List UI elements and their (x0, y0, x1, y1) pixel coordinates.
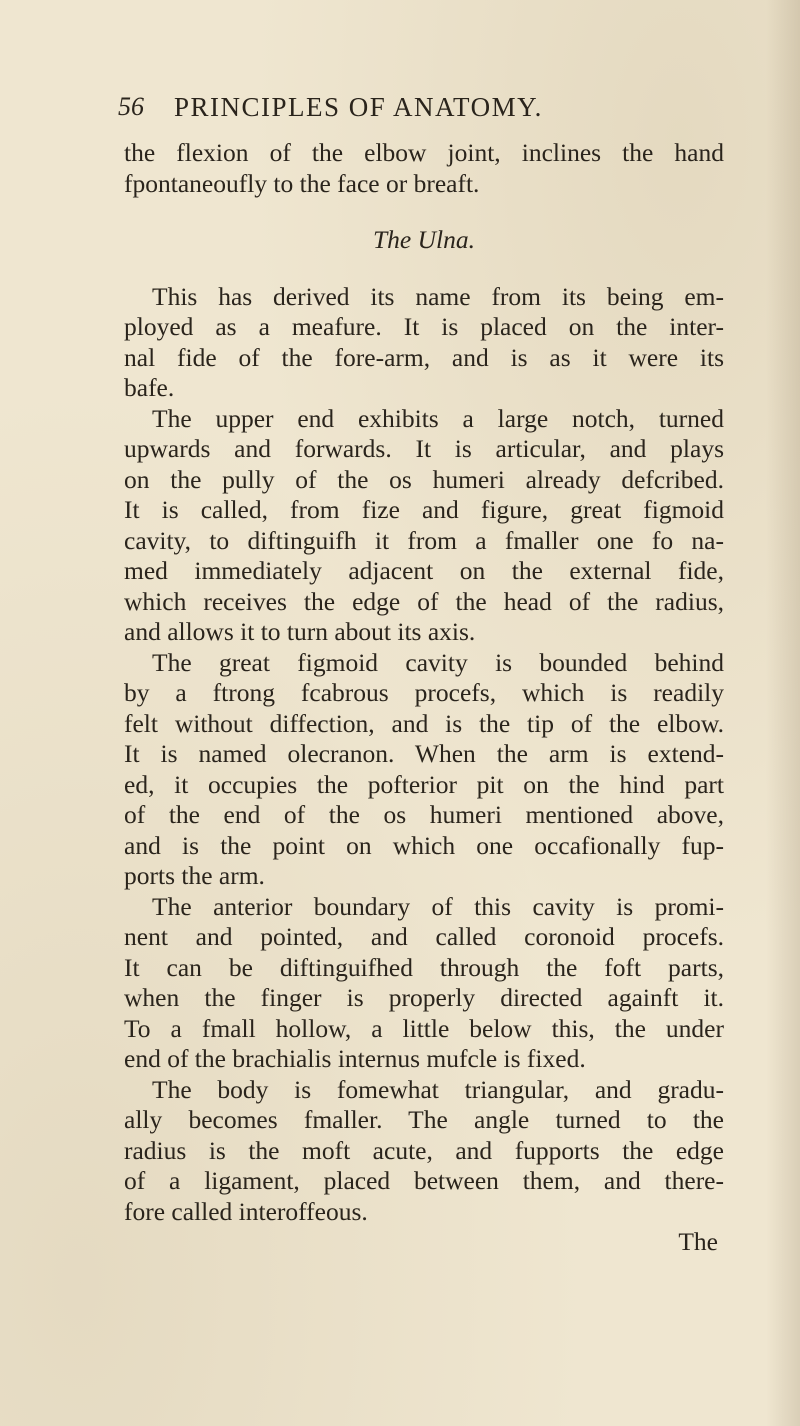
text-line: The great figmoid cavity is bounded behind (152, 647, 724, 677)
text-line: The upper end exhibits a large notch, turned (152, 403, 724, 433)
page-edge-shadow (766, 0, 800, 1426)
page-header (118, 92, 718, 132)
text-line: nal fide of the fore-arm, and is as it were its (124, 342, 724, 372)
text-line: on the pully of the os humeri already defcribed. (124, 464, 724, 494)
text-line: This has derived its name from its being em- (152, 281, 724, 311)
text-line: ed, it occupies the pofterior pit on the hind part (124, 769, 724, 799)
section-title: The Ulna. (373, 225, 475, 254)
text-line: of a ligament, placed between them, and there- (124, 1166, 724, 1195)
body-text (124, 138, 724, 1258)
text-line: It is called, from fize and figure, great figmoid (124, 495, 724, 524)
text-line: ports the arm. (124, 861, 265, 890)
text-line: radius is the moft acute, and fupports the edge (124, 1135, 724, 1165)
text-line: of the end of the os humeri mentioned above, (124, 800, 724, 829)
text-line: and is the point on which one occafionally fup- (124, 830, 724, 860)
text-line: when the finger is properly directed againft it. (124, 983, 724, 1012)
text-line: ployed as a meafure. It is placed on the inter- (124, 312, 724, 341)
text-line: felt without diffection, and is the tip of the elbow. (124, 708, 724, 738)
text-line: fpontaneoufly to the face or breaft. (124, 168, 480, 198)
text-line: med immediately adjacent on the external fide, (124, 556, 724, 585)
text-line: upwards and forwards. It is articular, and plays (124, 434, 724, 463)
text-line: To a fmall hollow, a little below this, the under (124, 1013, 724, 1043)
text-line: cavity, to diftinguifh it from a fmaller one fo na- (124, 525, 724, 555)
text-line: which receives the edge of the head of the radius, (124, 586, 724, 616)
catchword: The (678, 1227, 718, 1256)
text-line: It is named olecranon. When the arm is extend- (124, 739, 724, 768)
text-line: fore called interoffeous. (124, 1196, 368, 1226)
text-line: ally becomes fmaller. The angle turned to the (124, 1105, 724, 1134)
text-line: The anterior boundary of this cavity is promi- (152, 891, 724, 921)
text-line: and allows it to turn about its axis. (124, 617, 476, 646)
text-line: end of the brachialis internus mufcle is fixed. (124, 1044, 586, 1073)
text-line: by a ftrong fcabrous procefs, which is readily (124, 678, 724, 707)
text-line: The body is fomewhat triangular, and gradu- (152, 1074, 724, 1104)
text-line: bafe. (124, 373, 175, 402)
text-line: It can be diftinguifhed through the foft parts, (124, 952, 724, 982)
page-number: 56 (118, 92, 144, 121)
running-head: PRINCIPLES OF ANATOMY. (174, 92, 543, 122)
text-line: nent and pointed, and called coronoid procefs. (124, 922, 724, 951)
text-line: the flexion of the elbow joint, inclines the hand (124, 138, 724, 167)
